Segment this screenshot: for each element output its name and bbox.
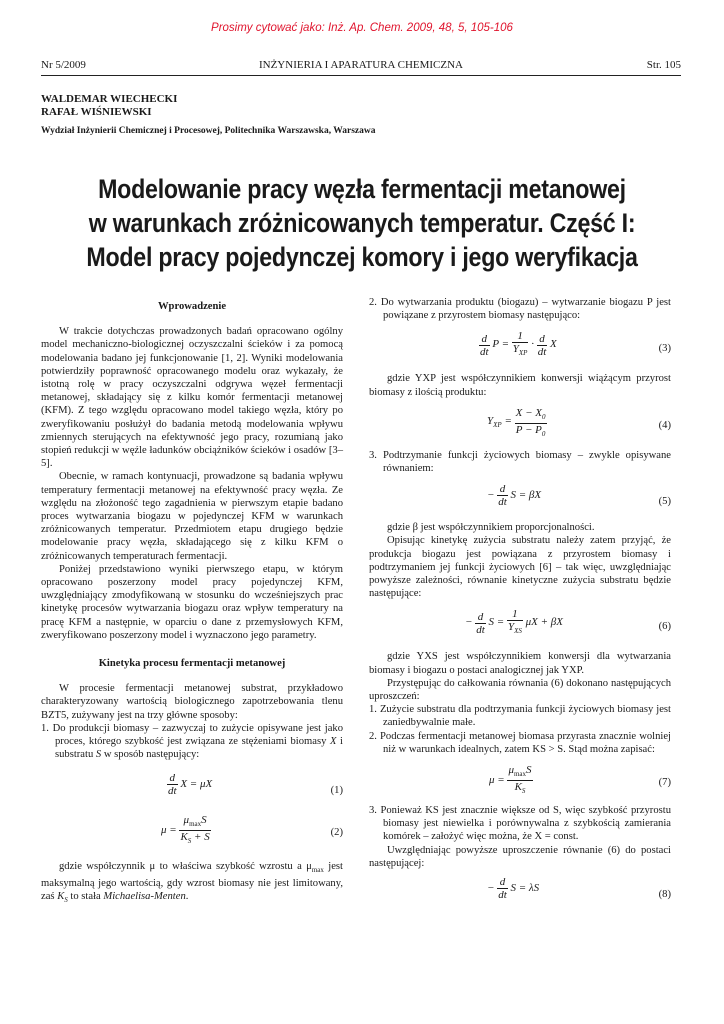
equation-1: $\frac{d}{dt}$ X = μX (1) xyxy=(168,771,343,797)
equation-6: − $\frac{d}{dt}$ S = $\frac{1}{Y_{XS}}$ μX + βX (6) xyxy=(465,608,671,636)
affiliation: Wydział Inżynierii Chemicznej i Procesowej, Politechnika Warszawska, Warszawa xyxy=(41,126,376,136)
title-line-3: Model pracy pojedynczej komory i jego weryfikacja xyxy=(86,242,638,272)
paragraph: gdzie β jest współczynnikiem proporcjonalności. xyxy=(387,522,595,534)
header-rule xyxy=(41,75,681,76)
issue-number: Nr 5/2009 xyxy=(41,59,86,71)
equation-number: (6) xyxy=(658,621,671,633)
equation-number: (3) xyxy=(658,343,671,355)
equation-number: (7) xyxy=(658,777,671,789)
title-line-2: w warunkach zróżnicowanych temperatur. Część I: xyxy=(88,208,636,238)
equation-7: μ = $\frac{\mu_{max}S}{K_S}$ (7) xyxy=(489,764,671,796)
list-item: 3. Podtrzymanie funkcji życiowych biomasy – zwykle opisywane równaniem: xyxy=(369,449,671,475)
paragraph: gdzie YXP jest współczynnikiem konwersji wiążącym przyrost biomasy z ilością produktu: xyxy=(369,373,671,398)
running-head xyxy=(41,59,681,73)
equation-number: (1) xyxy=(330,784,343,796)
paragraph: W procesie fermentacji metanowej substrat, przykładowo charakteryzowany wartością biologicznego zapotrzebowania tlenu BZT5, zużywany jest na trzy główne sposoby: xyxy=(41,683,343,721)
section-heading-kinetics: Kinetyka procesu fermentacji metanowej xyxy=(98,658,286,670)
left-column xyxy=(41,300,343,907)
author-1: WALDEMAR WIECHECKI xyxy=(41,93,178,105)
title-line-1: Modelowanie pracy węzła fermentacji metanowej xyxy=(98,174,626,204)
journal-name: INŻYNIERIA I APARATURA CHEMICZNA xyxy=(258,59,464,71)
list-item: 1. Do produkcji biomasy – zazwyczaj to zużycie opisywane jest jako proces, którego szybkość jest związana ze stężeniami biomasy X i substratu S w sposób następujący: xyxy=(41,722,343,761)
equation-8: − $\frac{d}{dt}$ S = λS (8) xyxy=(487,876,671,902)
paragraph: Obecnie, w ramach kontynuacji, prowadzone są badania wpływu temperatury fermentacji metanowej na efektywność pracy węzła. Ze względu na złożoność tego zagadnienia w pierwszym etapie badano proces wytwarzania biogazu w pojedynczej KFM w warunkach zróżnicowanych temperatur. Przedmiotem etapu drugiego będzie modelowanie pracy węzła, składającego się z kilku KFM o zróżnicowanych temperaturach fermentacji. xyxy=(41,471,343,562)
paragraph: Opisując kinetykę zużycia substratu należy zatem przyjąć, że produkcja biogazu jest powiązana z przyrostem biomasy i podtrzymaniem jej funkcji życiowych [6] – tak więc, uwzględniając powyższe zależności, równanie kinetyczne zużycia substratu będzie następujące: xyxy=(369,535,671,600)
paragraph: Uwzględniając powyższe uproszczenie równanie (6) do postaci następującej: xyxy=(369,844,671,869)
paragraph: W trakcie dotychczas prowadzonych badań opracowano ogólny model mechaniczno-biologicznej oczyszczalni ścieków i za pomocą modelowania badano jej funkcjonowanie [1, 2]. Wyniki modelowania potwierdziły poprawność opracowanego modelu oraz wykazały, że istotną rolę w pracy oczyszczalni odgrywa węzeł fermentacji metanowej, składający się z kilku komór fermentacji metanowej (KFM). Z tego względu opracowano model takiego węzła, który po zweryfikowaniu posłużył do badania metodą modelowania wpływu zmiennych sterujących na efektywność jego pracy, rozumianą jako stopień redukcji w węźle ładunków obciążników ścieków i osadów [3–5]. xyxy=(41,326,343,470)
paragraph: gdzie YXS jest współczynnikiem konwersji dla wytwarzania biomasy i biogazu o postaci analogicznej jak YXP. xyxy=(369,651,671,676)
author-2: RAFAŁ WIŚNIEWSKI xyxy=(41,106,152,118)
page-number: Str. 105 xyxy=(646,59,681,71)
equation-number: (5) xyxy=(658,496,671,508)
right-column xyxy=(369,296,671,908)
paragraph: Poniżej przedstawiono wyniki pierwszego etapu, w którym opracowano poszerzony model pracy pojedynczej KFM, uwzględniający zmodyfikowaną w stosunku do wcześniejszych prac kinetykę procesów wytwarzania biogazu oraz wpływ temperatury na pracę KFM a następnie, w oparciu o dane z przemysłowych KFM, zweryfikowano poszerzony model i wyznaczono jego parametry. xyxy=(41,563,343,641)
equation-number: (4) xyxy=(658,419,671,431)
list-item: 2. Podczas fermentacji metanowej biomasa przyrasta znacznie wolniej niż w warunkach idealnych, zatem KS > S. Stąd można zapisać: xyxy=(369,730,671,755)
paragraph: gdzie współczynnik μ to właściwa szybkość wzrostu a $\mu_{max}$ jest maksymalną jego wartością, gdy wzrost biomasy nie jest limitowany, zaś $K_S$ to stała Michaelisa-Menten. xyxy=(41,860,343,905)
citation-note: Prosimy cytować jako: Inż. Ap. Chem. 2009, 48, 5, 105-106 xyxy=(211,22,513,34)
equation-number: (8) xyxy=(658,889,671,901)
list-item: 1. Zużycie substratu dla podtrzymania funkcji życiowych biomasy jest zaniedbywalnie małe. xyxy=(369,704,671,729)
list-item: 2. Do wytwarzania produktu (biogazu) – wytwarzanie biogazu P jest powiązane z przyrostem biomasy następująco: xyxy=(369,297,671,322)
equation-number: (2) xyxy=(330,826,343,838)
authors xyxy=(41,93,177,119)
paper-title xyxy=(0,172,724,274)
paragraph: Przystępując do całkowania równania (6) dokonano następujących uproszczeń: xyxy=(369,677,671,703)
equation-2: μ = $\frac{\mu_{max}S}{K_S + S}$ (2) xyxy=(161,813,343,845)
equation-4: $Y_{XP}$ = $\frac{X - X_0}{P - P_0}$ (4) xyxy=(487,406,671,439)
equation-3: $\frac{d}{dt}$ P = $\frac{1}{Y_{XP}}$ · $\frac{d}{dt}$ X (3) xyxy=(480,330,671,358)
equation-5: − $\frac{d}{dt}$ S = βX (5) xyxy=(487,483,671,509)
section-heading-introduction: Wprowadzenie xyxy=(157,301,227,312)
list-item: 3. Ponieważ KS jest znacznie większe od S, więc szybkość przyrostu biomasy jest niewielka i porównywalna z szybkością zamierania komórek – założyć więc można, że X = const. xyxy=(369,805,671,843)
